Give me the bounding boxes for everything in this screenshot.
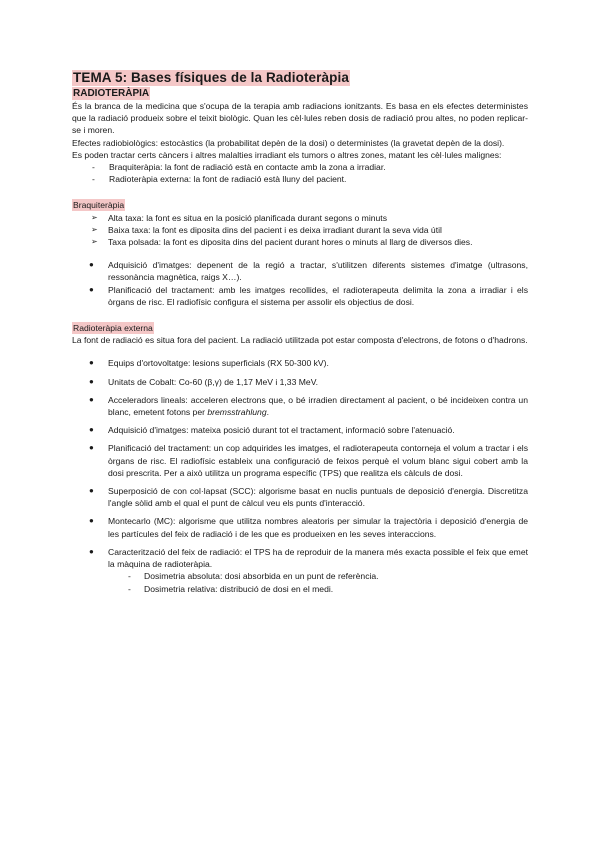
dot-bullet-icon: ● <box>89 443 94 453</box>
list-item: ● Acceleradors lineals: acceleren electrons que, o bé irradien directament al pacient, o bé incideixen contra un blanc, emetent fotons per bremsstrahlung. <box>89 394 528 418</box>
section-heading-braquiterapia: Braquiteràpia <box>73 200 125 211</box>
list-item: - Radioteràpia externa: la font de radiació està lluny del pacient. <box>72 173 528 185</box>
list-item: - Braquiteràpia: la font de radiació està en contacte amb la zona a irradiar. <box>72 161 528 173</box>
external-items-list <box>72 357 528 570</box>
list-item: ➢ Baixa taxa: la font es diposita dins del pacient i es deixa irradiant durant la seva vida útil <box>91 224 442 235</box>
list-item: ● Equips d'ortovoltatge: lesions superficials (RX 50-300 kV). <box>89 358 329 369</box>
list-item: ● Superposició de con col·lapsat (SCC): algorisme basat en nuclis puntuals de deposició d'energia. Discretitza l'angle sòlid amb el qual el punt de càlcul veu els punts d'interacció. <box>89 486 528 509</box>
list-item: ● Planificació del tractament: amb les imatges recollides, el radioterapeuta delimita la zona a irradiar i els òrgans de risc. El radiofísic configura el sistema per assolir els objectius de dosi. <box>89 284 528 307</box>
document-title: TEMA 5: Bases físiques de la Radioteràpia <box>73 70 349 85</box>
dot-bullet-icon: ● <box>89 486 94 496</box>
list-item: ● Unitats de Cobalt: Co-60 (β,γ) de 1,17 MeV i 1,33 MeV. <box>89 376 319 387</box>
list-item: ● Montecarlo (MC): algorisme que utilitza nombres aleatoris per simular la trajectòria i deposició d'energia de les partícules del feix de radiació i de les que es produeixen en les seves interaccions. <box>89 516 528 539</box>
list-item: - Dosimetria relativa: distribució de dosi en el medi. <box>72 583 528 595</box>
section-heading-radioterapia: RADIOTERÀPIA <box>73 88 150 99</box>
dot-bullet-icon: ● <box>89 376 94 386</box>
list-item: ➢ Alta taxa: la font es situa en la posició planificada durant segons o minuts <box>91 212 387 223</box>
paragraph-effects: Efectes radiobiològics: estocàstics (la probabilitat depèn de la dosi) o deterministes (la gravetat depèn de la dosi). <box>72 137 505 148</box>
arrow-bullet-icon: ➢ <box>91 212 98 222</box>
list-item: ● Planificació del tractament: un cop adquirides les imatges, el radioterapeuta contorneja el volum a tractar i els òrgans de risc. El radiofísic estableix una configuració de feixos perquè el volum blanc sigui cobert amb la dosi prescrita. Per a això utilitza un programa específic (TPS) que realitza els càlculs de dosi. <box>89 443 528 478</box>
dot-bullet-icon: ● <box>89 260 94 270</box>
arrow-bullet-icon: ➢ <box>91 224 98 234</box>
dot-bullet-icon: ● <box>89 425 94 435</box>
dot-bullet-icon: ● <box>89 516 94 526</box>
dosimetry-list <box>72 570 528 594</box>
dot-bullet-icon: ● <box>89 546 94 556</box>
dot-bullet-icon: ● <box>89 358 94 368</box>
arrow-bullet-icon: ➢ <box>91 237 98 247</box>
list-item: ● Adquisició d'imatges: depenent de la regió a tractar, s'utilitzen diferents sistemes d'imatge (ultrasons, ressonància magnètica, raigs X…). <box>89 260 528 283</box>
list-item: ● Caracterització del feix de radiació: el TPS ha de reproduir de la manera més exacta possible el feix que emet la màquina de radioteràpia. <box>89 546 528 570</box>
paragraph-external-source: La font de radiació es situa fora del pacient. La radiació utilitzada pot estar composta d'electrons, de fotons o d'hadrons. <box>72 335 528 346</box>
dot-bullet-icon: ● <box>89 394 94 404</box>
dot-bullet-icon: ● <box>89 284 94 294</box>
list-item: ➢ Taxa polsada: la font es diposita dins del pacient durant hores o minuts al llarg de diversos dies. <box>91 237 473 248</box>
paragraph-definition: És la branca de la medicina que s'ocupa de la terapia amb radiacions ionitzants. Es basa en els efectes deterministes que la radiació produeix sobre el teixit biològic. Quan les cèl·lules reben dosis de radiació prou altes, no poden replicar-se i moren. <box>72 101 528 136</box>
brachy-steps-list <box>72 259 528 308</box>
section-heading-radioterapia-externa: Radioteràpia externa <box>73 323 153 334</box>
list-item: - Dosimetria absoluta: dosi absorbida en un punt de referència. <box>72 570 528 582</box>
brachy-rate-list <box>72 212 528 249</box>
treatment-types-list <box>72 161 528 185</box>
list-item: ● Adquisició d'imatges: mateixa posició durant tot el tractament, informació sobre l'atenuació. <box>89 425 455 436</box>
paragraph-treatment: Es poden tractar certs càncers i altres malalties irradiant els tumors o altres zones, matant les cèl·lules malignes: <box>72 149 502 160</box>
document-page <box>72 70 528 595</box>
